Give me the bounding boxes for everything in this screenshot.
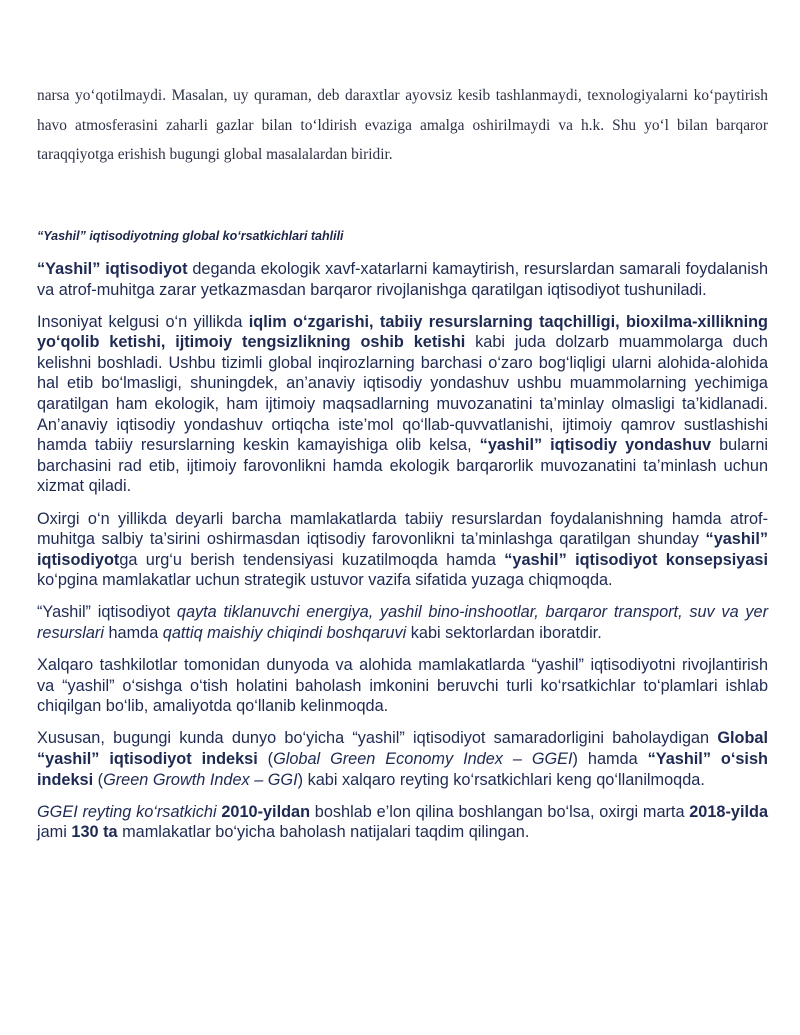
bold-term: “yashil” iqtisodiyot <box>37 530 768 569</box>
italic-term: Global Green Economy Index – GGEI <box>273 749 573 768</box>
text-run: Insoniyat kelgusi o‘n yillikda <box>37 312 249 331</box>
bold-term: 2018-yilda <box>689 802 768 821</box>
text-run: bularni barchasini rad etib, ijtimoiy farovonlikni hamda ekologik barqarorlik muvozanatini ta’minlash uchun xizmat qiladi. <box>37 436 768 496</box>
text-run: kabi sektorlardan iboratdir. <box>406 624 602 642</box>
text-run: deganda ekologik xavf-xatarlarni kamaytirish, resurslardan samarali foydalanish va atrof-muhitga zarar yetkazmasdan barqaror rivojlanishga qaratilgan iqtisodiyot tushuniladi. <box>37 260 769 299</box>
italic-term: GGEI reyting ko‘rsatkichi <box>37 802 217 821</box>
bold-term: “yashil” iqtisodiyot konsepsiyasi <box>504 550 768 569</box>
paragraph-trend <box>37 509 768 591</box>
text-run: ( <box>257 749 274 768</box>
text-run: hamda <box>103 624 163 642</box>
text-run: ) kabi xalqaro reyting ko‘rsatkichlari keng qo‘llanilmoqda. <box>297 770 705 789</box>
text-run: jami <box>37 823 72 842</box>
text-run: ) hamda <box>572 749 648 768</box>
italic-term: qattiq maishiy chiqindi boshqaruvi <box>162 624 407 642</box>
bold-term: 2010-yildan <box>221 802 311 821</box>
paragraph-definition <box>37 259 768 300</box>
bold-term: Global “yashil” iqtisodiyot indeksi <box>37 729 768 768</box>
bold-term: “yashil” iqtisodiy yondashuv <box>479 436 712 455</box>
section-body <box>37 259 768 854</box>
paragraph-ggei <box>37 802 768 843</box>
text-run: ga urg‘u berish tendensiyasi kuzatilmoqda hamda <box>119 550 505 569</box>
paragraph-global-crises <box>37 312 768 497</box>
text-run: “Yashil” iqtisodiyot <box>37 603 177 622</box>
intro-paragraph: narsa yo‘qotilmaydi. Masalan, uy quraman, deb daraxtlar ayovsiz kesib tashlanmaydi, texnologiyalarni ko‘paytirish havo atmosferasini zaharli gazlar bilan to‘ldirish evaziga amalga oshirilmaydi va h.k. Shu yo‘l bilan barqaror taraqqiyotga erishish bugungi global masalalardan biridir. <box>37 87 768 164</box>
text-run: Oxirgi o‘n yillikda deyarli barcha mamlakatlarda tabiiy resurslardan foydalanishning hamda atrof-muhitga salbiy ta’sirini oshirmasdan iqtisodiy farovonlikni ta’minlashga qaratilgan shunday <box>37 509 768 549</box>
text-run: kabi juda dolzarb muammolarga duch kelishni boshladi. Ushbu tizimli global inqirozlarning barchasi o‘zaro bog‘liqligi ularni alohida-alohida hal etib bo‘lmasligi, shuningdek, an’anaviy iqtisodiy yondashuv ushbu muammolarning yechimiga qaratilgan ham ekologik, ham ijtimoiy maqsadlarning muvozanatini ta’minlay olmasligi ta’kidlanadi. An’anaviy iqtisodiy yondashuv ortiqcha iste’mol qo‘llab-quvvatlanishi, ijtimoiy qamrov sustlashishi hamda tabiiy resurslarning keskin kamayishiga olib kelsa, <box>37 333 768 455</box>
text-run: Xalqaro tashkilotlar tomonidan dunyoda va alohida mamlakatlarda “yashil” iqtisodiyotni rivojlantirish va “yashil” o‘sishga o‘tish holatini baholash imkonini beruvchi turli ko‘rsatkichlar to‘plamlari ishlab chiqilgan bo‘lib, amaliyotda qo‘llanib kelinmoqda. <box>37 656 768 716</box>
bold-term: “Yashil” o‘sish indeksi <box>37 749 768 789</box>
bold-term: “Yashil” iqtisodiyot <box>37 260 188 278</box>
text-run: mamlakatlar bo‘yicha baholash natijalari taqdim qilingan. <box>117 823 530 842</box>
section-heading: “Yashil” iqtisodiyotning global ko‘rsatkichlari tahlili <box>37 229 344 243</box>
text-run: ( <box>93 770 104 789</box>
paragraph-sectors <box>37 602 768 643</box>
italic-term: Green Growth Index – GGI <box>103 770 298 789</box>
bold-term: 130 ta <box>71 823 118 842</box>
bold-term: iqlim o‘zgarishi, tabiiy resurslarning taqchilligi, bioxilma-xillikning yo‘qolib ketishi, ijtimoiy tengsizlikning oshib ketishi <box>37 312 768 352</box>
text-run: ko‘pgina mamlakatlar uchun strategik ustuvor vazifa sifatida yuzaga chiqmoqda. <box>37 571 613 590</box>
italic-term: qayta tiklanuvchi energiya, yashil bino-inshootlar, barqaror transport, suv va yer resurslari <box>37 603 768 642</box>
paragraph-indices <box>37 728 768 790</box>
text-run: Xususan, bugungi kunda dunyo bo‘yicha “yashil” iqtisodiyot samaradorligini baholaydigan <box>37 729 718 748</box>
paragraph-indicators <box>37 655 768 717</box>
text-run: boshlab e’lon qilina boshlangan bo‘lsa, oxirgi marta <box>310 802 690 821</box>
